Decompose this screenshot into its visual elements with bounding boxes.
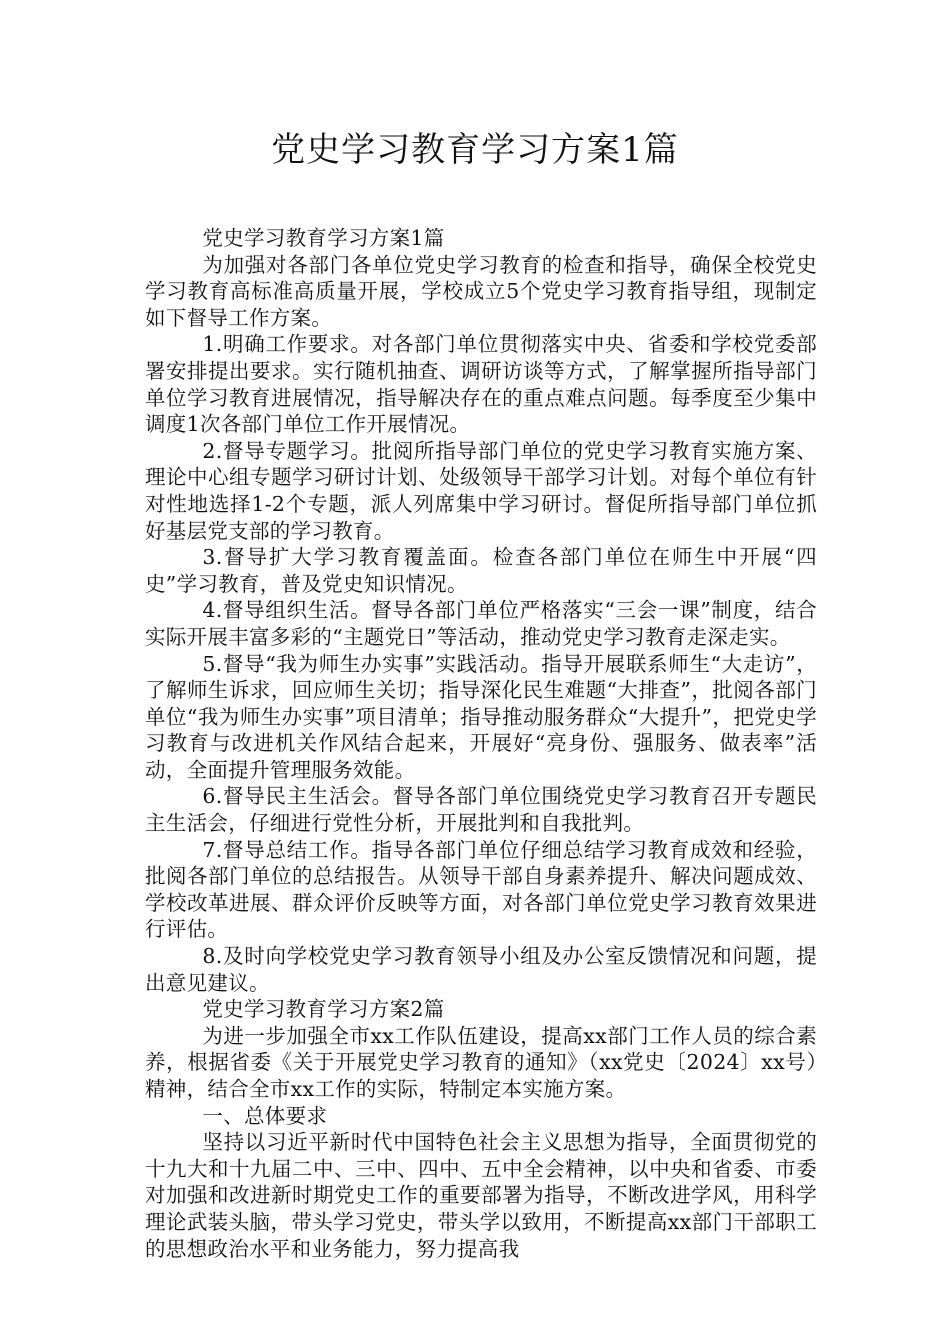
section-heading-1: 一、总体要求 — [202, 1103, 328, 1128]
paragraph-item-2: 2.督导专题学习。批阅所指导部门单位的党史学习教育实施方案、理论中心组专题学习研讨计划、处级领导干部学习计划。对每个单位有针对性地选择1-2个专题，派人列席集中学习研讨。督促所指导部门单位抓好基层党支部的学习教育。 — [145, 438, 817, 543]
paragraph-item-4: 4.督导组织生活。督导各部门单位严格落实“三会一课”制度，结合实际开展丰富多彩的“主题党日”等活动，推动党史学习教育走深走实。 — [145, 598, 817, 649]
paragraph-item-8: 8.及时向学校党史学习教育领导小组及办公室反馈情况和问题，提出意见建议。 — [145, 944, 817, 995]
paragraph-intro: 为加强对各部门各单位党史学习教育的检查和指导，确保全校党史学习教育高标准高质量开展，学校成立5个党史学习教育指导组，现制定如下督导工作方案。 — [145, 252, 817, 330]
paragraph-item-5: 5.督导“我为师生办实事”实践活动。指导开展联系师生“大走访”，了解师生诉求，回应师生关切；指导深化民生难题“大排查”，批阅各部门单位“我为师生办实事”项目清单；指导推动服务群众“大提升”，把党史学习教育与改进机关作风结合起来，开展好“亮身份、强服务、做表率”活动，全面提升管理服务效能。 — [145, 651, 817, 782]
document-title: 党史学习教育学习方案1篇 — [271, 130, 679, 170]
paragraph-intro-2: 为进一步加强全市xx工作队伍建设，提高xx部门工作人员的综合素养，根据省委《关于开展党史学习教育的通知》（xx党史〔2024〕xx号）精神，结合全市xx工作的实际，特制定本实施方案。 — [145, 1023, 817, 1101]
paragraph-item-1: 1.明确工作要求。对各部门单位贯彻落实中央、省委和学校党委部署安排提出要求。实行随机抽查、调研访谈等方式，了解掌握所指导部门单位学习教育进展情况，指导解决存在的重点难点问题。每季度至少集中调度1次各部门单位工作开展情况。 — [145, 332, 817, 437]
document-body — [145, 225, 817, 1262]
paragraph-requirements: 坚持以习近平新时代中国特色社会主义思想为指导，全面贯彻党的十九大和十九届二中、三中、四中、五中全会精神，以中央和省委、市委对加强和改进新时期党史工作的重要部署为指导，不断改进学风，用科学理论武装头脑，带头学习党史，带头学以致用，不断提高xx部门干部职工的思想政治水平和业务能力，努力提高我 — [145, 1130, 817, 1261]
paragraph-item-7: 7.督导总结工作。指导各部门单位仔细总结学习教育成效和经验，批阅各部门单位的总结报告。从领导干部自身素养提升、解决问题成效、学校改革进展、群众评价反映等方面，对各部门单位党史学习教育效果进行评估。 — [145, 837, 817, 942]
paragraph-subtitle-1: 党史学习教育学习方案1篇 — [202, 226, 445, 250]
paragraph-item-6: 6.督导民主生活会。督导各部门单位围绕党史学习教育召开专题民主生活会，仔细进行党性分析，开展批判和自我批判。 — [145, 784, 817, 836]
paragraph-subtitle-2: 党史学习教育学习方案2篇 — [202, 997, 445, 1022]
paragraph-item-3: 3.督导扩大学习教育覆盖面。检查各部门单位在师生中开展“四史”学习教育，普及党史知识情况。 — [145, 545, 817, 596]
